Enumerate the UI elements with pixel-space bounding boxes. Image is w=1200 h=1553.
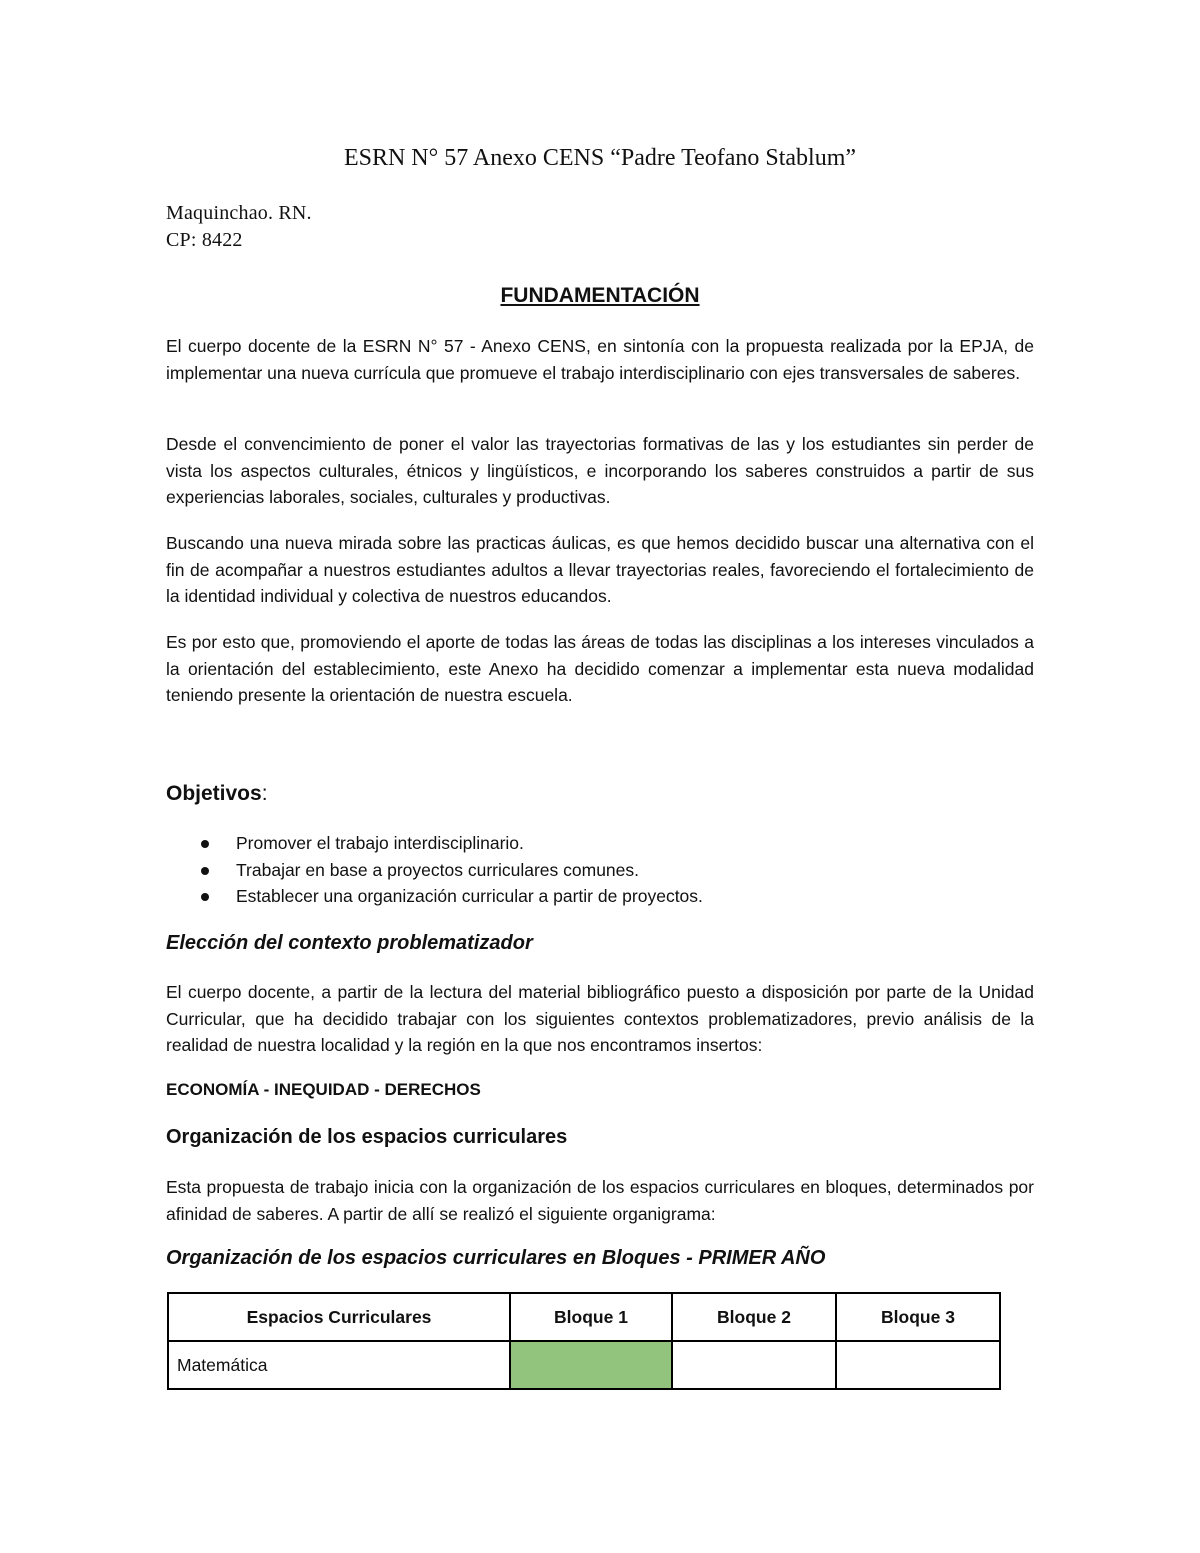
bloque-cell [510,1341,672,1389]
column-header: Bloque 2 [672,1293,836,1341]
bullet-icon [201,893,209,901]
bullet-icon [201,840,209,848]
fundamentacion-paragraph-1: El cuerpo docente de la ESRN N° 57 - Anexo CENS, en sintonía con la propuesta realizada por la EPJA, de implementar una nueva currícula que promueve el trabajo interdisciplinario con ejes transversales de saberes. [166,336,1034,383]
list-item [166,883,1034,910]
tabla-heading: Organización de los espacios curriculares en Bloques - PRIMER AÑO [166,1247,826,1269]
objetivo-text: Promover el trabajo interdisciplinario. [236,833,524,853]
objetivo-text: Establecer una organización curricular a partir de proyectos. [236,886,703,906]
eleccion-paragraph: El cuerpo docente, a partir de la lectura del material bibliográfico puesto a disposición por parte de la Unidad Curricular, que ha decidido trabajar con los siguientes contextos problematizadores, previo análisis de la realidad de nuestra localidad y la región en la que nos encontramos insertos: [166,982,1034,1055]
espacio-curricular-cell: Matemática [168,1341,510,1389]
fundamentacion-paragraph-3: Buscando una nueva mirada sobre las practicas áulicas, es que hemos decidido buscar una alternativa con el fin de acompañar a nuestros estudiantes adultos a llevar trayectorias reales, favoreciendo el fortalecimiento de la identidad individual y colectiva de nuestros educandos. [166,533,1034,606]
objetivos-heading-colon: : [261,782,268,805]
address-postal-code: CP: 8422 [166,229,243,251]
column-header: Bloque 3 [836,1293,1000,1341]
document-title: ESRN N° 57 Anexo CENS “Padre Teofano Stablum” [343,145,857,171]
list-item [166,857,1034,884]
objetivos-heading-text: Objetivos [166,782,262,805]
bullet-icon [201,867,209,875]
organizacion-paragraph: Esta propuesta de trabajo inicia con la organización de los espacios curriculares en bloques, determinados por afinidad de saberes. A partir de allí se realizó el siguiente organigrama: [166,1177,1034,1224]
bloques-table [167,1292,1001,1390]
column-header: Espacios Curriculares [168,1293,510,1341]
list-item [166,830,1034,857]
bloque-cell [672,1341,836,1389]
address-city: Maquinchao. RN. [166,202,312,224]
table-header-row [168,1293,1000,1341]
column-header: Bloque 1 [510,1293,672,1341]
organizacion-heading: Organización de los espacios curriculares [166,1126,568,1148]
contextos-problematizadores: ECONOMÍA - INEQUIDAD - DERECHOS [166,1080,481,1099]
bloque-cell [836,1341,1000,1389]
eleccion-heading: Elección del contexto problematizador [166,932,533,954]
fundamentacion-paragraph-2: Desde el convencimiento de poner el valor las trayectorias formativas de las y los estudiantes sin perder de vista los aspectos culturales, étnicos y lingüísticos, e incorporando los saberes construidos a partir de sus experiencias laborales, sociales, culturales y productivas. [166,434,1034,507]
objetivo-text: Trabajar en base a proyectos curriculares comunes. [236,859,640,880]
objetivos-heading [166,778,268,810]
fundamentacion-heading: FUNDAMENTACIÓN [500,284,700,307]
fundamentacion-paragraph-4: Es por esto que, promoviendo el aporte de todas las áreas de todas las disciplinas a los intereses vinculados a la orientación del establecimiento, este Anexo ha decidido comenzar a implementar esta nueva modalidad teniendo presente la orientación de nuestra escuela. [166,632,1034,705]
table-row [168,1341,1000,1389]
objetivos-list [166,830,1034,910]
